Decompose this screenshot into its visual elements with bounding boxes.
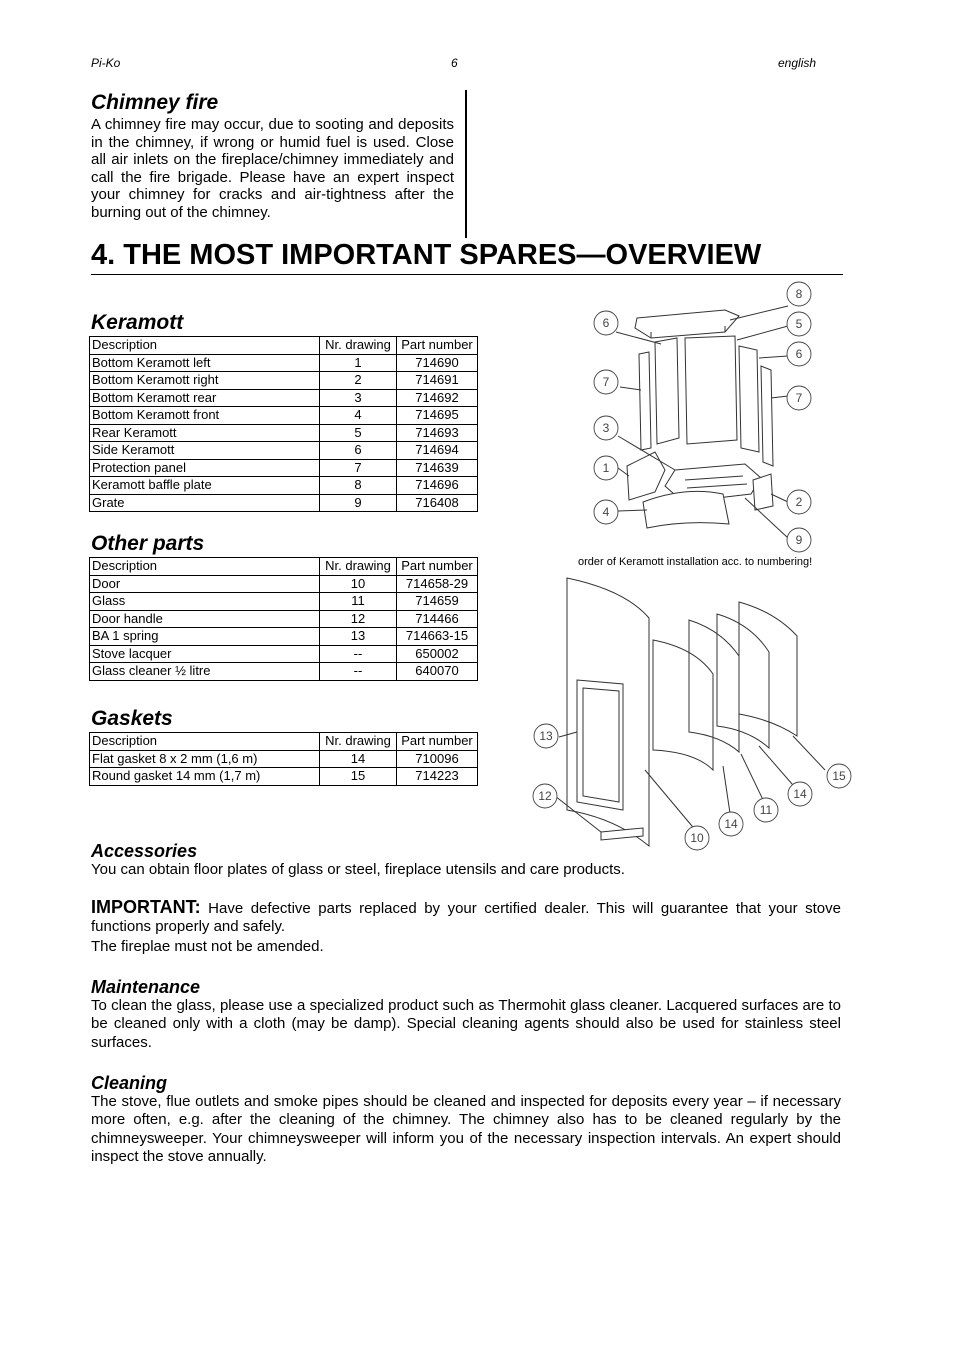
- part-number-cell: 714695: [397, 407, 478, 425]
- part-number-cell: 714690: [397, 354, 478, 372]
- table-row: [90, 372, 478, 390]
- maintenance-text: To clean the glass, please use a specialized product such as Thermohit glass cleaner. Lacquered surfaces are to be cleaned only with a cloth (may be damp). Special cleaning agents should also be used for stainless steel surfaces.: [91, 997, 841, 1051]
- description-cell: Flat gasket 8 x 2 mm (1,6 m): [90, 750, 320, 768]
- table-row: [90, 610, 478, 628]
- description-cell: Bottom Keramott left: [90, 354, 320, 372]
- callout-number: 9: [795, 533, 803, 547]
- door-parts-sketch: [555, 578, 825, 846]
- chimney-fire-section: [91, 90, 454, 222]
- callout-number: 13: [539, 729, 553, 743]
- description-cell: Bottom Keramott rear: [90, 389, 320, 407]
- part-number-cell: 714693: [397, 424, 478, 442]
- glass-shape: [653, 640, 713, 770]
- cleaning-text: The stove, flue outlets and smoke pipes should be cleaned and inspected for deposits every year – if necessary more often, e.g. after the cleaning of the chimney. The chimney also has to be cleaned regularly by the chimneysweeper. Your chimneysweeper will inform you of the necessary inspection intervals. An expert should inspect the stove annually.: [91, 1093, 841, 1166]
- nr-drawing-cell: 5: [320, 424, 397, 442]
- description-header: Description: [90, 733, 320, 751]
- nr-drawing-header: Nr. drawing: [320, 733, 397, 751]
- table-row: [90, 354, 478, 372]
- description-cell: Glass: [90, 593, 320, 611]
- gaskets-table: [89, 732, 478, 786]
- part-number-cell: 714696: [397, 477, 478, 495]
- diagram-caption: order of Keramott installation acc. to numbering!: [578, 556, 813, 568]
- nr-drawing-cell: 2: [320, 372, 397, 390]
- part-number-cell: 714639: [397, 459, 478, 477]
- round-gasket-shape: [739, 602, 797, 736]
- description-cell: Round gasket 14 mm (1,7 m): [90, 768, 320, 786]
- part-number-cell: 714692: [397, 389, 478, 407]
- callout-number: 6: [795, 347, 803, 361]
- part-number-cell: 714691: [397, 372, 478, 390]
- part-number-header: Part number: [397, 558, 478, 576]
- door-exploded-drawing: [525, 570, 855, 860]
- bottom-keramott-left-shape: [627, 452, 665, 500]
- table-row: [90, 628, 478, 646]
- other-parts-title: Other parts: [91, 532, 205, 555]
- bottom-keramott-front-shape: [643, 491, 729, 528]
- side-keramott-right-shape: [739, 346, 759, 452]
- callout-number: 5: [795, 317, 803, 331]
- table-row: [90, 477, 478, 495]
- header-left: Pi-Ko: [91, 56, 121, 70]
- part-number-cell: 640070: [397, 663, 478, 681]
- nr-drawing-cell: 8: [320, 477, 397, 495]
- callout-number: 7: [795, 391, 803, 405]
- table-row: [90, 389, 478, 407]
- important-notice: [91, 898, 841, 937]
- callout-number: 14: [724, 817, 738, 831]
- nr-drawing-cell: 4: [320, 407, 397, 425]
- other-parts-table-body: [90, 558, 478, 681]
- chimney-fire-title: Chimney fire: [91, 91, 219, 114]
- fireplace-note: The fireplae must not be amended.: [91, 938, 324, 955]
- important-label: IMPORTANT:: [91, 897, 201, 917]
- keramott-table: [89, 336, 478, 512]
- table-row: [90, 459, 478, 477]
- keramott-table-body: [90, 337, 478, 512]
- part-number-cell: 710096: [397, 750, 478, 768]
- keramott-parts-sketch: [616, 306, 788, 538]
- table-row: [90, 494, 478, 512]
- part-number-cell: 714223: [397, 768, 478, 786]
- column-divider: [465, 90, 467, 238]
- other-parts-table: [89, 557, 478, 681]
- callout-number: 4: [602, 505, 610, 519]
- description-cell: Side Keramott: [90, 442, 320, 460]
- nr-drawing-header: Nr. drawing: [320, 337, 397, 355]
- part-number-cell: 714658-29: [397, 575, 478, 593]
- description-cell: Rear Keramott: [90, 424, 320, 442]
- table-row: [90, 407, 478, 425]
- table-row: [90, 575, 478, 593]
- nr-drawing-cell: 15: [320, 768, 397, 786]
- table-row: [90, 424, 478, 442]
- cleaning-title: Cleaning: [91, 1073, 168, 1093]
- nr-drawing-cell: 1: [320, 354, 397, 372]
- callout-number: 1: [602, 461, 610, 475]
- protection-panel-left-shape: [639, 352, 651, 450]
- gaskets-title: Gaskets: [91, 707, 173, 730]
- nr-drawing-cell: --: [320, 645, 397, 663]
- page-number: 6: [451, 56, 458, 70]
- part-number-cell: 714694: [397, 442, 478, 460]
- nr-drawing-cell: 3: [320, 389, 397, 407]
- nr-drawing-cell: --: [320, 663, 397, 681]
- table-row: [90, 768, 478, 786]
- keramott-title: Keramott: [91, 311, 184, 334]
- part-number-cell: 650002: [397, 645, 478, 663]
- protection-panel-right-shape: [761, 366, 773, 466]
- callout-number: 7: [602, 375, 610, 389]
- part-number-header: Part number: [397, 733, 478, 751]
- part-number-cell: 716408: [397, 494, 478, 512]
- description-header: Description: [90, 337, 320, 355]
- header-language: english: [778, 56, 817, 70]
- description-cell: Grate: [90, 494, 320, 512]
- callout-number: 15: [832, 769, 846, 783]
- callout-number: 8: [795, 287, 803, 301]
- gaskets-header-row: [90, 733, 478, 751]
- rear-keramott-shape: [685, 336, 737, 444]
- nr-drawing-cell: 11: [320, 593, 397, 611]
- bottom-keramott-right-shape: [753, 474, 773, 510]
- important-text: Have defective parts replaced by your certified dealer. This will guarantee that your stove functions properly and safely.: [91, 900, 841, 936]
- part-number-header: Part number: [397, 337, 478, 355]
- table-row: [90, 442, 478, 460]
- callout-number: 6: [602, 316, 610, 330]
- callout-number: 10: [690, 831, 704, 845]
- side-keramott-left-shape: [655, 338, 679, 444]
- table-row: [90, 645, 478, 663]
- description-cell: Door handle: [90, 610, 320, 628]
- section-title: 4. THE MOST IMPORTANT SPARES—OVERVIEW: [91, 236, 843, 275]
- description-cell: Bottom Keramott right: [90, 372, 320, 390]
- gasket-frame-shape: [717, 614, 769, 748]
- maintenance-title: Maintenance: [91, 977, 201, 997]
- accessories-text: You can obtain floor plates of glass or steel, fireplace utensils and care products.: [91, 861, 625, 878]
- door-handle-shape: [601, 828, 643, 840]
- nr-drawing-header: Nr. drawing: [320, 558, 397, 576]
- other-parts-header-row: [90, 558, 478, 576]
- description-cell: Keramott baffle plate: [90, 477, 320, 495]
- part-number-cell: 714659: [397, 593, 478, 611]
- description-cell: Glass cleaner ½ litre: [90, 663, 320, 681]
- table-row: [90, 663, 478, 681]
- nr-drawing-cell: 13: [320, 628, 397, 646]
- part-number-cell: 714466: [397, 610, 478, 628]
- table-row: [90, 750, 478, 768]
- callout-number: 3: [602, 421, 610, 435]
- nr-drawing-cell: 14: [320, 750, 397, 768]
- table-row: [90, 593, 478, 611]
- description-cell: Bottom Keramott front: [90, 407, 320, 425]
- description-cell: Stove lacquer: [90, 645, 320, 663]
- callout-number: 12: [538, 789, 552, 803]
- door-body-shape: [567, 578, 649, 846]
- keramott-header-row: [90, 337, 478, 355]
- keramott-exploded-drawing: [525, 280, 845, 555]
- accessories-title: Accessories: [91, 841, 198, 861]
- callout-number: 11: [759, 803, 773, 817]
- part-number-cell: 714663-15: [397, 628, 478, 646]
- gaskets-table-body: [90, 733, 478, 786]
- nr-drawing-cell: 7: [320, 459, 397, 477]
- nr-drawing-cell: 9: [320, 494, 397, 512]
- callout-number: 14: [793, 787, 807, 801]
- nr-drawing-cell: 10: [320, 575, 397, 593]
- chimney-fire-text: A chimney fire may occur, due to sooting and deposits in the chimney, if wrong or humid fuel is used. Close all air inlets on the fireplace/chimney immediately and call the fire brigade. Please have an expert inspect your chimney for cracks and air-tightness after the burning out of the chimney.: [91, 116, 454, 221]
- nr-drawing-cell: 6: [320, 442, 397, 460]
- callout-number: 2: [795, 495, 803, 509]
- description-header: Description: [90, 558, 320, 576]
- description-cell: Door: [90, 575, 320, 593]
- nr-drawing-cell: 12: [320, 610, 397, 628]
- description-cell: Protection panel: [90, 459, 320, 477]
- description-cell: BA 1 spring: [90, 628, 320, 646]
